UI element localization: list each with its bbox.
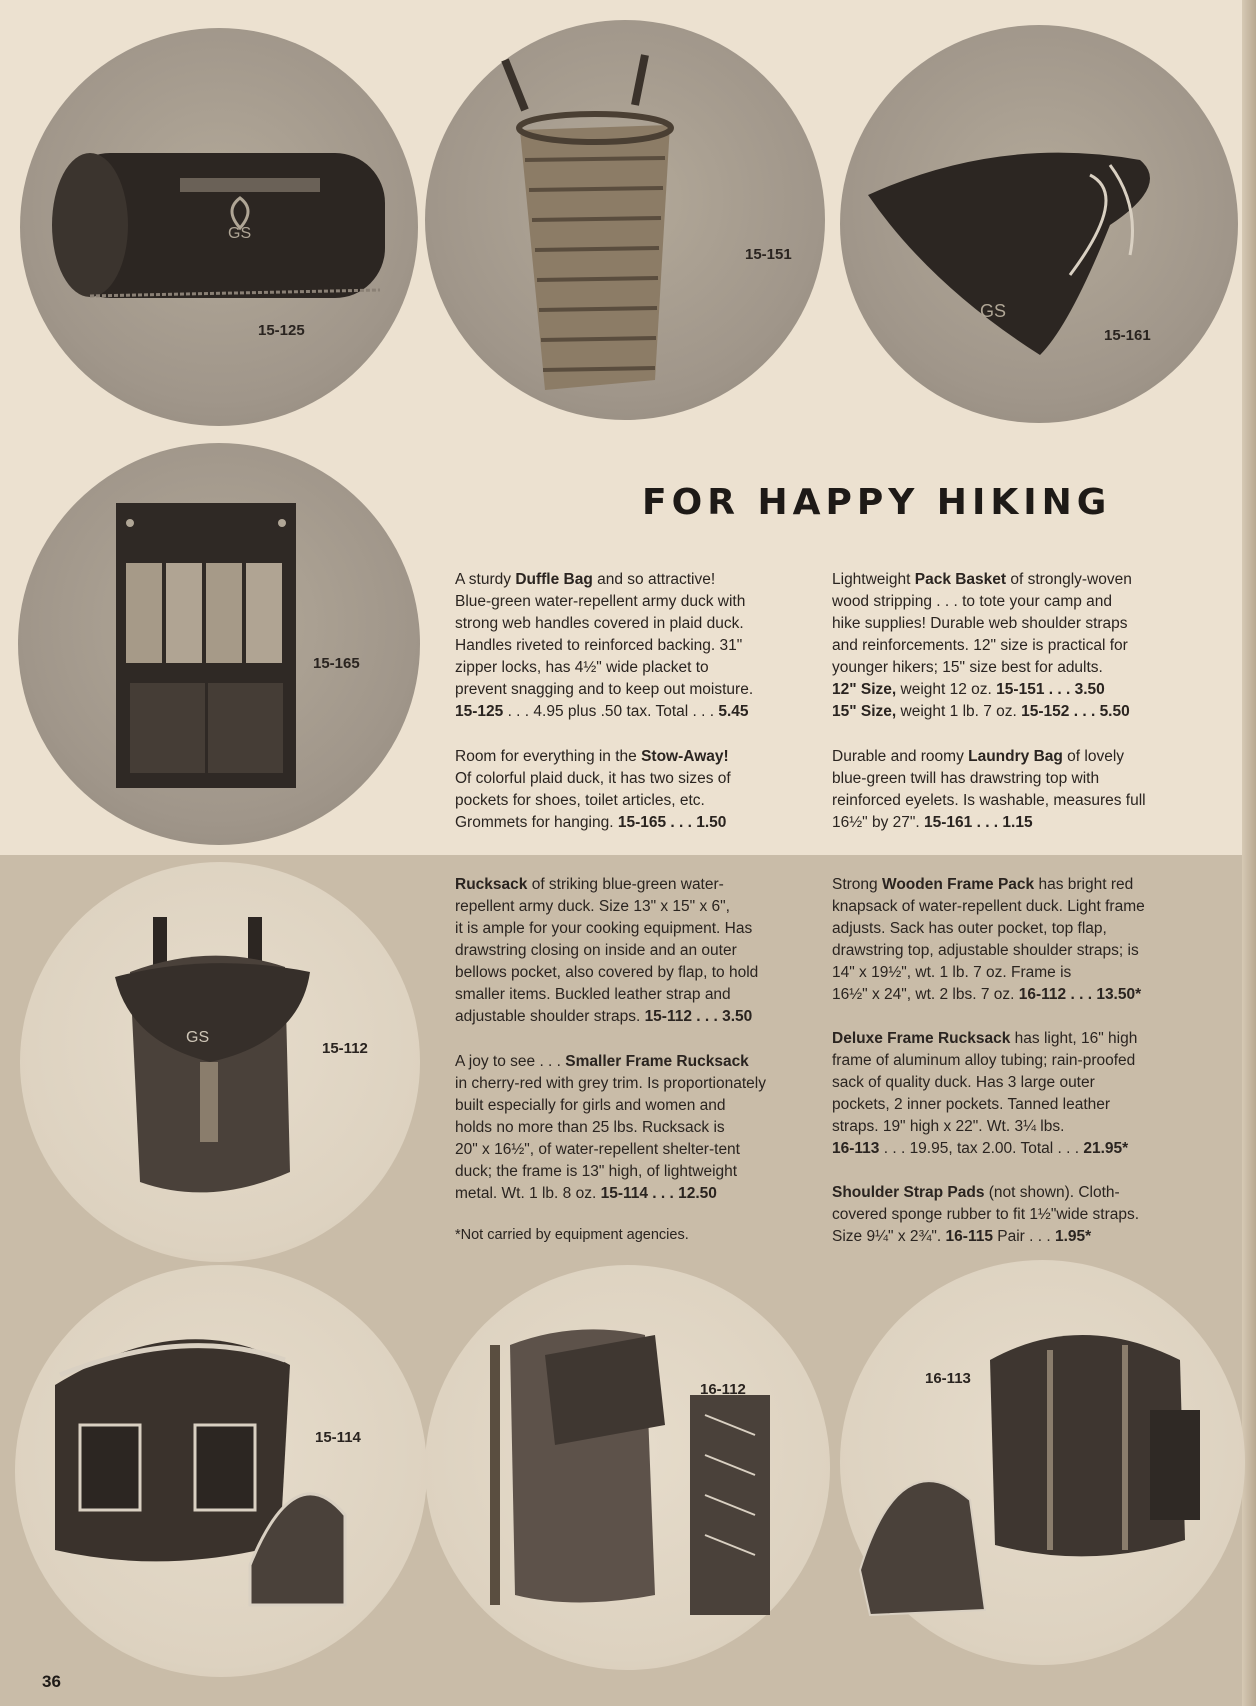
pack-basket-photo xyxy=(425,20,825,420)
svg-text:GS: GS xyxy=(186,1029,210,1046)
wooden-frame-pack-illustration xyxy=(425,1265,830,1670)
laundry-bag-description xyxy=(832,746,1192,834)
smaller-frame-rucksack-description xyxy=(455,1051,815,1205)
bold-text: 15-151 . . . 3.50 xyxy=(996,681,1105,698)
description-line: bellows pocket, also covered by flap, to hold xyxy=(455,964,759,981)
description-line: 15" Size, weight 1 lb. 7 oz. 15-152 . . . 5.50 xyxy=(832,703,1130,720)
description-line: blue-green twill has drawstring top with xyxy=(832,770,1100,787)
laundry-bag-photo xyxy=(840,25,1238,423)
bold-text: Rucksack xyxy=(455,876,528,893)
description-line: A sturdy Duffle Bag and so attractive! xyxy=(455,571,716,588)
deluxe-frame-rucksack-photo xyxy=(840,1260,1245,1665)
description-line: Deluxe Frame Rucksack has light, 16" high xyxy=(832,1030,1138,1047)
description-line: Shoulder Strap Pads (not shown). Cloth- xyxy=(832,1184,1120,1201)
description-line: A joy to see . . . Smaller Frame Rucksack xyxy=(455,1053,749,1070)
svg-text:GS: GS xyxy=(228,225,252,242)
description-line: drawstring top, adjustable shoulder straps; is xyxy=(832,942,1139,959)
deluxe-frame-rucksack-illustration xyxy=(840,1260,1245,1665)
description-line: holds no more than 25 lbs. Rucksack is xyxy=(455,1119,725,1136)
description-line: Of colorful plaid duck, it has two sizes of xyxy=(455,770,731,787)
description-line: drawstring closing on inside and an outer xyxy=(455,942,737,959)
description-line: wood stripping . . . to tote your camp and xyxy=(832,593,1113,610)
description-line: it is ample for your cooking equipment. Has xyxy=(455,920,753,937)
smaller-frame-rucksack-illustration xyxy=(15,1265,427,1677)
description-line: Rucksack of striking blue-green water- xyxy=(455,876,724,893)
description-line: hike supplies! Durable web shoulder straps xyxy=(832,615,1128,632)
duffle-bag-illustration xyxy=(20,28,418,426)
description-line: Grommets for hanging. 15-165 . . . 1.50 xyxy=(455,814,727,831)
description-line: younger hikers; 15" size best for adults. xyxy=(832,659,1103,676)
rucksack-photo xyxy=(20,862,420,1262)
description-line: covered sponge rubber to fit 1½"wide straps. xyxy=(832,1206,1140,1223)
bold-text: Smaller Frame Rucksack xyxy=(565,1053,749,1070)
description-line: smaller items. Buckled leather strap and xyxy=(455,986,731,1003)
description-line: duck; the frame is 13" high, of lightweight xyxy=(455,1163,738,1180)
bold-text: 16-113 xyxy=(832,1140,880,1157)
description-line: Handles riveted to reinforced backing. 31" xyxy=(455,637,743,654)
description-line: 12" Size, weight 12 oz. 15-151 . . . 3.50 xyxy=(832,681,1105,698)
bold-text: Deluxe Frame Rucksack xyxy=(832,1030,1011,1047)
description-line: zipper locks, has 4½" wide placket to xyxy=(455,659,709,676)
item-code-15-165: 15-165 xyxy=(313,655,360,672)
description-line: strong web handles covered in plaid duck. xyxy=(455,615,744,632)
description-line: in cherry-red with grey trim. Is proportionately xyxy=(455,1075,766,1092)
bold-text: 15" Size, xyxy=(832,703,897,720)
item-code-15-161: 15-161 xyxy=(1104,327,1151,344)
description-line: adjustable shoulder straps. 15-112 . . . 3.50 xyxy=(455,1008,753,1025)
smaller-frame-rucksack-photo xyxy=(15,1265,427,1677)
bold-text: 15-114 . . . 12.50 xyxy=(600,1185,717,1202)
description-line: and reinforcements. 12" size is practical for xyxy=(832,637,1128,654)
description-line: Room for everything in the Stow-Away! xyxy=(455,748,729,765)
bold-text: 16-112 . . . 13.50* xyxy=(1018,986,1142,1003)
laundry-bag-illustration xyxy=(840,25,1238,423)
description-line: Blue-green water-repellent army duck with xyxy=(455,593,746,610)
wooden-frame-pack-description xyxy=(832,874,1202,1006)
description-line: Size 9¼" x 2¾". 16-115 Pair . . . 1.95* xyxy=(832,1228,1092,1245)
description-line: 16-113 . . . 19.95, tax 2.00. Total . . . 21.95* xyxy=(832,1140,1129,1157)
duffle-bag-photo xyxy=(20,28,418,426)
description-line: pockets for shoes, toilet articles, etc. xyxy=(455,792,705,809)
bold-text: 15-112 . . . 3.50 xyxy=(644,1008,753,1025)
stow-away-illustration xyxy=(18,443,420,845)
deluxe-frame-rucksack-description xyxy=(832,1028,1202,1160)
description-line: sack of quality duck. Has 3 large outer xyxy=(832,1074,1095,1091)
description-line: prevent snagging and to keep out moisture. xyxy=(455,681,754,698)
bold-text: 15-161 . . . 1.15 xyxy=(924,814,1033,831)
description-line: metal. Wt. 1 lb. 8 oz. 15-114 . . . 12.50 xyxy=(455,1185,717,1202)
page-title: FOR HAPPY HIKING xyxy=(642,482,1112,523)
bold-text: Duffle Bag xyxy=(515,571,593,588)
bold-text: 15-125 xyxy=(455,703,504,720)
pack-basket-illustration xyxy=(425,20,825,420)
bold-text: 12" Size, xyxy=(832,681,897,698)
description-line: 16½" x 24", wt. 2 lbs. 7 oz. 16-112 . . . 13.50* xyxy=(832,986,1142,1003)
svg-text:GS: GS xyxy=(980,301,1007,321)
description-line: 14" x 19½", wt. 1 lb. 7 oz. Frame is xyxy=(832,964,1072,981)
description-line: pockets, 2 inner pockets. Tanned leather xyxy=(832,1096,1111,1113)
stow-away-photo xyxy=(18,443,420,845)
bold-text: Stow-Away! xyxy=(641,748,729,765)
bold-text: 15-165 . . . 1.50 xyxy=(617,814,727,831)
bold-text: Shoulder Strap Pads xyxy=(832,1184,985,1201)
description-line: Lightweight Pack Basket of strongly-woven xyxy=(832,571,1132,588)
description-line: knapsack of water-repellent duck. Light frame xyxy=(832,898,1145,915)
description-line: 16½" by 27". 15-161 . . . 1.15 xyxy=(832,814,1033,831)
description-line: Strong Wooden Frame Pack has bright red xyxy=(832,876,1134,893)
bold-text: 5.45 xyxy=(718,703,749,720)
item-code-16-113: 16-113 xyxy=(925,1370,971,1387)
rucksack-description xyxy=(455,874,815,1028)
duffle-bag-description xyxy=(455,569,815,723)
description-line: built especially for girls and women and xyxy=(455,1097,726,1114)
description-line: reinforced eyelets. Is washable, measures full xyxy=(832,792,1146,809)
bold-text: 21.95* xyxy=(1083,1140,1129,1157)
description-line: 15-125 . . . 4.95 plus .50 tax. Total . . . 5.45 xyxy=(455,703,749,720)
description-line: 20" x 16½", of water-repellent shelter-tent xyxy=(455,1141,740,1158)
bold-text: Pack Basket xyxy=(914,571,1007,588)
item-code-16-112: 16-112 xyxy=(700,1381,746,1398)
rucksack-illustration xyxy=(20,862,420,1262)
description-line: adjusts. Sack has outer pocket, top flap, xyxy=(832,920,1107,937)
pack-basket-description xyxy=(832,569,1192,723)
bold-text: 1.95* xyxy=(1054,1228,1092,1245)
item-code-15-151: 15-151 xyxy=(745,246,792,263)
page-number: 36 xyxy=(42,1672,61,1691)
item-code-15-114: 15-114 xyxy=(315,1429,361,1446)
item-code-15-112: 15-112 xyxy=(322,1040,368,1057)
item-code-15-125: 15-125 xyxy=(258,322,305,339)
description-line: repellent army duck. Size 13" x 15" x 6", xyxy=(455,898,730,915)
wooden-frame-pack-photo xyxy=(425,1265,830,1670)
description-line: straps. 19" high x 22". Wt. 3¼ lbs. xyxy=(832,1118,1065,1135)
shoulder-strap-pads-description xyxy=(832,1182,1202,1248)
bold-text: Laundry Bag xyxy=(968,748,1063,765)
bold-text: Wooden Frame Pack xyxy=(881,876,1035,893)
stow-away-description xyxy=(455,746,815,834)
bold-text: 16-115 xyxy=(945,1228,993,1245)
description-line: frame of aluminum alloy tubing; rain-proofed xyxy=(832,1052,1136,1069)
footnote: *Not carried by equipment agencies. xyxy=(455,1227,689,1243)
description-line: Durable and roomy Laundry Bag of lovely xyxy=(832,748,1125,765)
bold-text: 15-152 . . . 5.50 xyxy=(1021,703,1130,720)
